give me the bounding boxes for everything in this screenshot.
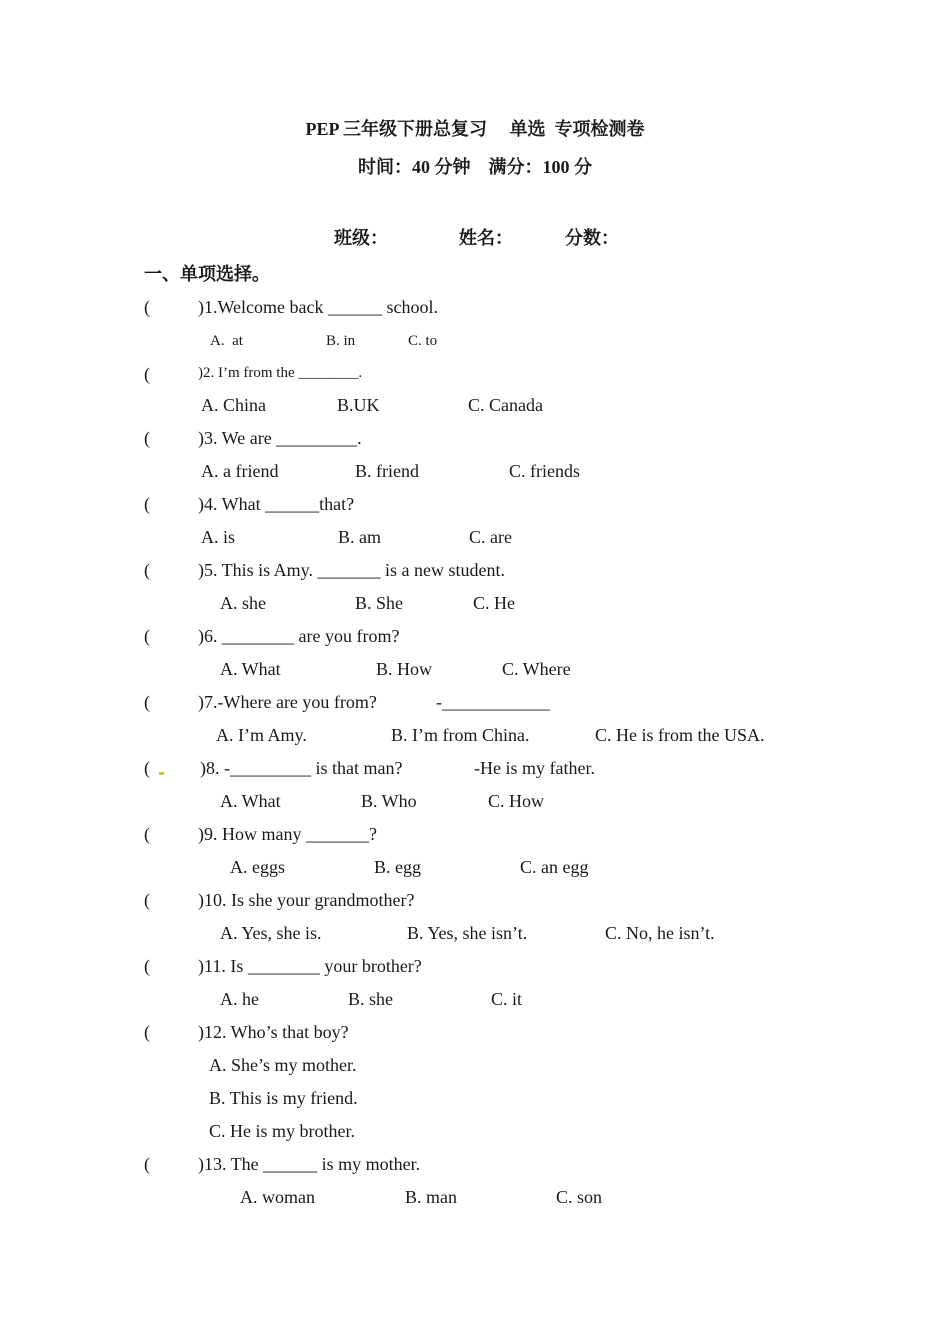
answer-bracket[interactable]: (: [144, 494, 150, 514]
option-a[interactable]: A. he: [220, 989, 259, 1009]
option-a[interactable]: A. What: [220, 659, 281, 679]
option-a[interactable]: A. at: [210, 333, 243, 349]
option-a[interactable]: A. China: [201, 395, 266, 415]
option-a[interactable]: A. eggs: [230, 857, 285, 877]
option-a[interactable]: A. What: [220, 791, 281, 811]
answer-bracket[interactable]: (: [144, 364, 150, 384]
question-response-blank: -____________: [436, 692, 550, 712]
page-title: PEP 三年级下册总复习 单选 专项检测卷: [305, 119, 645, 139]
question-text: )3. We are _________.: [198, 428, 362, 448]
option-b[interactable]: B. Yes, she isn’t.: [407, 923, 528, 943]
option-c[interactable]: C. No, he isn’t.: [605, 923, 715, 943]
exam-time-score: 时间：40 分钟 满分：100 分: [358, 157, 592, 177]
yellow-mark: [159, 772, 164, 775]
score-label: 分数：: [565, 228, 619, 248]
section-title: 一、单项选择。: [144, 264, 270, 284]
option-b[interactable]: B. egg: [374, 857, 421, 877]
option-b[interactable]: B. Who: [361, 791, 417, 811]
answer-bracket[interactable]: (: [144, 758, 150, 778]
option-c[interactable]: C. He is my brother.: [209, 1121, 355, 1141]
answer-bracket[interactable]: (: [144, 824, 150, 844]
answer-bracket[interactable]: (: [144, 692, 150, 712]
option-b[interactable]: B. in: [326, 333, 356, 349]
option-c[interactable]: C. Canada: [468, 395, 543, 415]
question-text: )10. Is she your grandmother?: [198, 890, 415, 910]
question-text: )5. This is Amy. _______ is a new student.: [198, 560, 505, 580]
name-label: 姓名：: [459, 228, 513, 248]
option-a[interactable]: A. she: [220, 593, 266, 613]
answer-bracket[interactable]: (: [144, 1022, 150, 1042]
option-c[interactable]: C. friends: [509, 461, 580, 481]
answer-bracket[interactable]: (: [144, 428, 150, 448]
option-c[interactable]: C. are: [469, 527, 512, 547]
option-b[interactable]: B. This is my friend.: [209, 1088, 358, 1108]
option-c[interactable]: C. an egg: [520, 857, 589, 877]
option-b[interactable]: B. she: [348, 989, 393, 1009]
question-text: )11. Is ________ your brother?: [198, 956, 422, 976]
option-b[interactable]: B. I’m from China.: [391, 725, 530, 745]
option-c[interactable]: C. How: [488, 791, 545, 811]
question-text: )1.Welcome back ______ school.: [198, 297, 438, 317]
question-text: )8. -_________ is that man?: [200, 758, 403, 778]
answer-bracket[interactable]: (: [144, 626, 150, 646]
option-b[interactable]: B. She: [355, 593, 404, 613]
option-c[interactable]: C. He: [473, 593, 515, 613]
answer-bracket[interactable]: (: [144, 1154, 150, 1174]
question-text: )6. ________ are you from?: [198, 626, 400, 646]
answer-bracket[interactable]: (: [144, 297, 150, 317]
option-b[interactable]: B. friend: [355, 461, 419, 481]
option-c[interactable]: C. to: [408, 333, 438, 349]
option-a[interactable]: A. woman: [240, 1187, 315, 1207]
question-text: )4. What ______that?: [198, 494, 355, 514]
option-a[interactable]: A. a friend: [201, 461, 279, 481]
question-response: -He is my father.: [474, 758, 595, 778]
option-a[interactable]: A. She’s my mother.: [209, 1055, 357, 1075]
option-b[interactable]: B. am: [338, 527, 381, 547]
option-b[interactable]: B. man: [405, 1187, 457, 1207]
option-a[interactable]: A. Yes, she is.: [220, 923, 322, 943]
question-text: )2. I’m from the ________.: [198, 365, 363, 381]
answer-bracket[interactable]: (: [144, 956, 150, 976]
option-c[interactable]: C. He is from the USA.: [595, 725, 765, 745]
question-text: )12. Who’s that boy?: [198, 1022, 349, 1042]
option-b[interactable]: B. How: [376, 659, 433, 679]
question-text: )7.-Where are you from?: [198, 692, 377, 712]
class-label: 班级：: [334, 228, 388, 248]
option-a[interactable]: A. I’m Amy.: [216, 725, 307, 745]
option-c[interactable]: C. Where: [502, 659, 571, 679]
option-c[interactable]: C. son: [556, 1187, 603, 1207]
answer-bracket[interactable]: (: [144, 890, 150, 910]
question-text: )13. The ______ is my mother.: [198, 1154, 421, 1174]
option-c[interactable]: C. it: [491, 989, 523, 1009]
question-text: )9. How many _______?: [198, 824, 377, 844]
option-a[interactable]: A. is: [201, 527, 236, 547]
option-b[interactable]: B.UK: [337, 395, 380, 415]
answer-bracket[interactable]: (: [144, 560, 150, 580]
